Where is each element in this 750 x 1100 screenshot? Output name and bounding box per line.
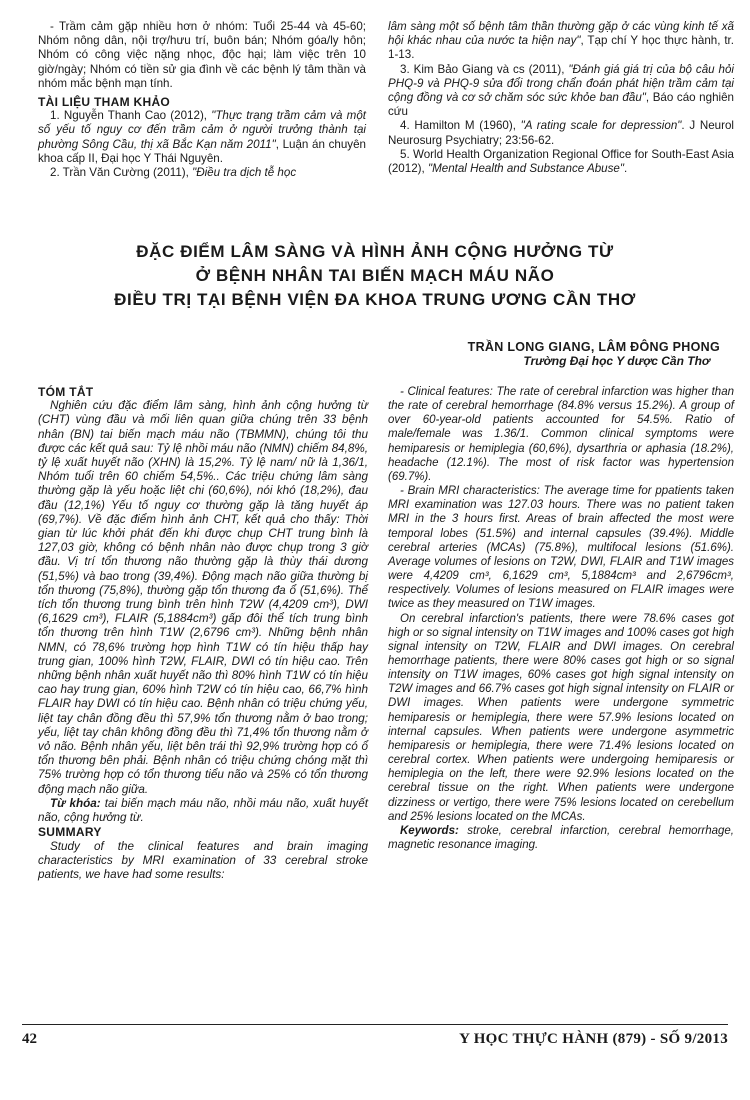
- reference-item: 5. World Health Organization Regional Office for South-East Asia (2012), "Mental Health and Substance Abuse".: [388, 147, 734, 176]
- reference-item: 4. Hamilton M (1960), "A rating scale for depression". J Neurol Neurosurg Psychiatry; 23:56-62.: [388, 119, 734, 147]
- summary-infarction-results: On cerebral infarction's patients, there were 78.6% cases got high or so signal intensity on T1W images and 100% cases got high signal intensity on T2W, FLAIR and DWI images. On cerebral hemorrhage patients, there were 80% cases got high or so signal intensity on T1W images, 60% cases got high signal intensity on T2W images and 66.7% cases got high signal intensity on FLAIR or DWI images. When patients were undergone symmetric hemiparesis or hemiplegia, there were 57.9% lesions located on internal capsules. When patients were undergone asymmetric hemiparesis or hemiplegia, there were 71.4% lesions located on cerebral cortex. When patients were undergoing hemiparesis or hemiplegia on the left, there were 92.9% lesions located on the cerebral tissue on the right. When patients were undergone dizziness or vertigo, there were 75% lesions located on cerebellum and 25% lesions located on the MCAs.: [388, 612, 734, 823]
- author-affiliation: Trường Đại học Y dược Cần Thơ: [523, 354, 710, 368]
- article-left-column: [38, 385, 368, 882]
- title-line: ĐIỀU TRỊ TẠI BỆNH VIỆN ĐA KHOA TRUNG ƯƠNG CẦN THƠ: [114, 290, 636, 309]
- prev-article-left-column: [38, 20, 366, 180]
- summary-intro: Study of the clinical features and brain imaging characteristics by MRI examination of 33 cerebral stroke patients, we have had some results:: [38, 839, 368, 881]
- references-heading: TÀI LIỆU THAM KHẢO: [38, 95, 171, 110]
- abstract-heading: TÓM TẮT: [38, 385, 94, 399]
- reference-item: 1. Nguyễn Thanh Cao (2012), "Thực trạng trầm cảm và một số yếu tố nguy cơ đến trầm cảm ở người trưởng thành tại phường Sông Cầu, thị xã Bắc Kạn năm 2011", Luận án chuyên khoa cấp II, Đại học Y Thái Nguyên.: [38, 109, 367, 165]
- reference-item-continued: lâm sàng một số bệnh tâm thần thường gặp ở các vùng kinh tế xã hội khác nhau của nước ta hiện nay", Tạp chí Y học thực hành, tr. 1-13.: [388, 20, 734, 62]
- abstract-body: Nghiên cứu đặc điểm lâm sàng, hình ảnh cộng hưởng từ (CHT) vùng đầu và mối liên quan giữa chúng trên 33 bệnh nhân (BN) tai biến mạch máu não (TBMMN), chúng tôi thu được các kết quả sau: Tỷ lệ nhồi máu não (NMN) chiếm 84,8%, tỷ lệ xuất huyết não (XHN) là 15,2%. Tỷ lệ nam/ nữ là 1,36/1, Nhóm tuổi trên 60 chiếm 54,5%.. Các triệu chứng lâm sàng thường gặp là yếu hoặc liệt chi (60,6%), nói khó (18,2%), đau đầu (12,1%) Yếu tố nguy cơ thường gặp là tăng huyết áp (69,7%). Về đặc điểm hình ảnh CHT, kết quả cho thấy: Thời gian từ lúc khởi phát đến khi được chụp CHT trung bình là 127,03 giờ, không có bệnh nhân nào được chụp trong 3 giờ đầu. Vị trí tổn thương não thường gặp là thùy thái dương (51,5%) và bao trong (39,4%). Động mạch não giữa thường bị tổn thương (75,8%), thường gặp tổn thương đa ổ (51,6%). Thể tích tổn thương trung bình trên hình T2W (4,4209 cm³), DWI (6,1629 cm³), FLAIR (5,1884cm³) gấp đôi thể tích trung bình tổn thương trên hình T1W (2,6796 cm³). Những bệnh nhân NMN, có 78,6% trường hợp hình T1W có tín hiệu thấp hay trung gian, 100% hình T2W, FLAIR, DWI có tín hiệu cao. Trên những bệnh nhân xuất huyết não thì 80% hình T1W có tín hiệu cao hay trung gian, 60% hình T2W có tín hiệu cao, 66,7% hình FLAIR hay DWI có tín hiệu cao. Bệnh nhân có triệu chứng yếu, liệt tay chân đồng đều thì 57,9% tổn thương nằm ở bao trong; yếu, liệt tay chân không đồng đều thì 71,4% tổn thương nằm ở vỏ não. Bệnh nhân yếu, liệt bên trái thì 92,9% trường hợp có ổ tổn thương bên phải. Bệnh nhân có triệu chứng chóng mặt thì 75% trường hợp có tổn thương tiểu não và 25% có tổn thương động mạch não giữa.: [38, 399, 368, 796]
- author-names: TRẦN LONG GIANG, LÂM ĐÔNG PHONG: [467, 340, 720, 354]
- reference-item: 3. Kim Bảo Giang và cs (2011), "Đánh giá giá trị của bộ câu hỏi PHQ-9 và PHQ-9 sửa đổi trong chẩn đoán phát hiện trầm cảm tại cộng đồng và cơ sở chăm sóc sức khỏe ban đầu", Báo cáo nghiên cứu: [388, 62, 735, 119]
- journal-name: Y HỌC THỰC HÀNH (879) - SỐ 9/2013: [459, 1031, 728, 1047]
- page-number: 42: [22, 1031, 37, 1047]
- prev-article-right-column: [388, 20, 734, 176]
- summary-heading: SUMMARY: [38, 825, 102, 840]
- title-line: Ở BỆNH NHÂN TAI BIẾN MẠCH MÁU NÃO: [195, 266, 555, 285]
- keywords-label: Keywords:: [400, 824, 459, 837]
- author-block: [468, 340, 720, 368]
- summary-clinical-features: - Clinical features: The rate of cerebral infarction was higher than the rate of cerebral hemorrhage (84.8% versus 15.2%). A group of over 60-year-old patients accounted for 54.5%. Ratio of male/female was 1.36/1. Common clinical symptoms were hemiparesis or hemiplegia (60,6%), dysarthria or aphasia (18.2%), headache (12.1%). The most of risk factor was hypertension (69.7%).: [388, 386, 734, 483]
- keywords-label: Từ khóa:: [50, 796, 101, 810]
- reference-item: 2. Trần Văn Cường (2011), "Điều tra dịch tễ học: [50, 166, 297, 180]
- article-title: [30, 240, 720, 312]
- footer-rule: [22, 1024, 728, 1025]
- article-right-column: [388, 385, 734, 852]
- conclusion-paragraph: - Trầm cảm gặp nhiều hơn ở nhóm: Tuổi 25-44 và 45-60; Nhóm nông dân, nội trợ/hưu trí, buôn bán; Nhóm góa/ly hôn; Nhóm có công việc nặng nhọc, độc hại; làm việc trên 10 giờ/ngày; Nhóm có tiền sử gia đình về các bệnh lý tâm thần và nhóm mắc bệnh mạn tính.: [38, 20, 366, 90]
- summary-keywords: Keywords: stroke, cerebral infarction, cerebral hemorrhage, magnetic resonance imaging.: [388, 824, 734, 851]
- abstract-keywords: Từ khóa: tai biến mạch máu não, nhồi máu não, xuất huyết não, cộng hưởng từ.: [38, 796, 368, 825]
- summary-mri-characteristics: - Brain MRI characteristics: The average time for ppatients taken MRI examination was 127.03 hours. There was no patient taken MRI in the 3 hours first. Areas of brain affected the most were temporal lobes (51.5%) and internal capsules (39.4%). Middle cerebral arteries (MCAs) (75.8%), multifocal lesions (51.6%). Average volumes of lesions on T2W, DWI, FLAIR and T1W images were 4,4209 cm³, 6,1629 cm³, 5,1884cm³ and 2,6796cm³, respectively. Volumes of lesions measured on FLAIR images were twice as they measured on T1W images.: [388, 485, 734, 611]
- title-line: ĐẶC ĐIỂM LÂM SÀNG VÀ HÌNH ẢNH CỘNG HƯỞNG TỪ: [136, 242, 614, 261]
